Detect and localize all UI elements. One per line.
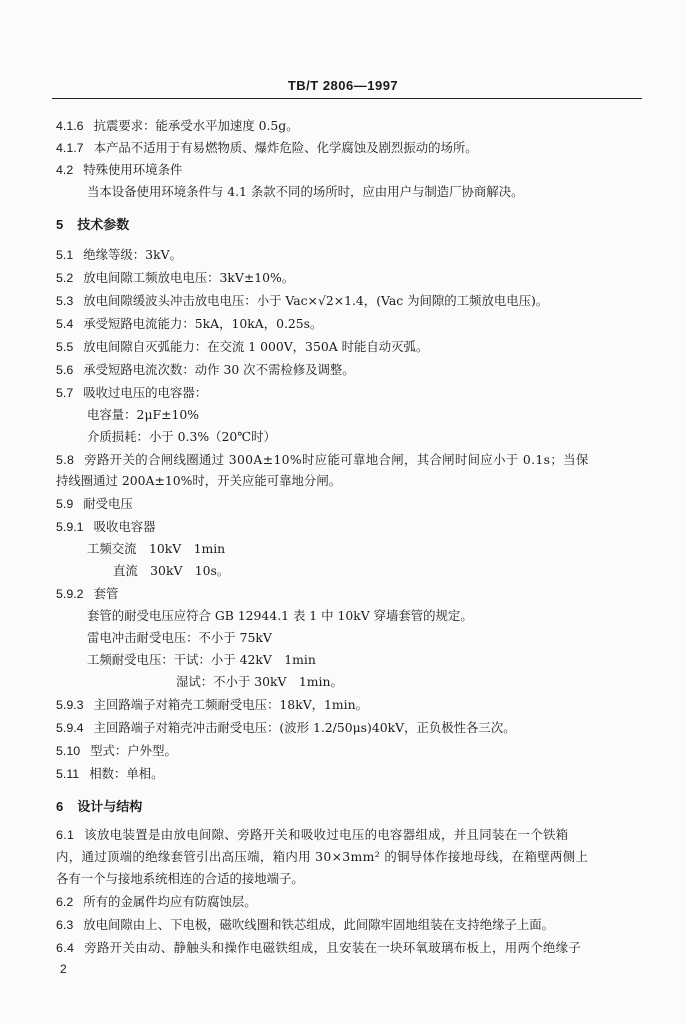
clause-number: 4.2	[56, 163, 74, 177]
clause-number: 6.2	[56, 895, 74, 909]
clause-text: 电容量：2μF±10%	[87, 407, 200, 422]
clause-text: 放电间隙缓波头冲击放电电压：小于 Vac×√2×1.4，(Vac 为间隙的工频放电电压)。	[83, 293, 549, 308]
clause-text: 工频交流 10kV 1min	[87, 541, 226, 556]
clause-number: 5.11	[56, 767, 80, 781]
clause-text: 放电间隙自灭弧能力：在交流 1 000V，350A 时能自动灭弧。	[83, 339, 429, 354]
clause-text: 当本设备使用环境条件与 4.1 条款不同的场所时，应由用户与制造厂协商解决。	[87, 184, 524, 199]
clause-5-1	[56, 246, 650, 264]
clause-number: 5.9.3	[56, 698, 84, 712]
clause-text: 雷电冲击耐受电压：不小于 75kV	[87, 630, 272, 645]
clause-text: 本产品不适用于有易燃物质、爆炸危险、化学腐蚀及剧烈振动的场所。	[93, 140, 478, 155]
clause-text: 各有一个与接地系统相连的合适的接地端子。	[56, 871, 304, 886]
clause-text: 主回路端子对箱壳冲击耐受电压：(波形 1.2/50μs)40kV，正负极性各三次。	[93, 720, 516, 735]
clause-4-2-body	[87, 183, 650, 201]
clause-text: 放电间隙工频放电电压：3kV±10%。	[83, 270, 295, 285]
clause-text: 吸收电容器	[93, 519, 156, 534]
clause-6-4	[56, 939, 650, 957]
clause-text: 旁路开关的合闸线圈通过 300A±10%时应能可靠地合闸，其合闸时间应小于 0.1s；当保	[84, 452, 589, 467]
clause-number: 5.4	[56, 317, 74, 331]
clause-number: 5.5	[56, 340, 74, 354]
clause-text: 套管的耐受电压应符合 GB 12944.1 表 1 中 10kV 穿墙套管的规定。	[87, 608, 473, 623]
clause-text: 介质损耗：小于 0.3%（20℃时）	[87, 429, 276, 444]
clause-text: 套管	[93, 586, 119, 601]
clause-text: 绝缘等级：3kV。	[83, 247, 182, 262]
clause-5-10	[56, 742, 650, 760]
clause-number: 5.7	[56, 386, 74, 400]
section-title: 技术参数	[77, 218, 130, 233]
dc-value	[113, 562, 650, 580]
clause-4-2	[56, 161, 650, 179]
clause-number: 5.3	[56, 294, 74, 308]
power-frequency-dry-value	[87, 651, 650, 669]
clause-number: 6.3	[56, 918, 74, 932]
clause-5-5	[56, 338, 650, 356]
clause-6-1	[56, 826, 650, 844]
clause-number: 5.6	[56, 363, 74, 377]
clause-text: 相数：单相。	[89, 766, 164, 781]
clause-5-7	[56, 384, 650, 402]
clause-6-3	[56, 916, 650, 934]
dielectric-loss-value	[87, 428, 650, 446]
section-number: 5	[56, 217, 64, 232]
standard-code-header: TB/T 2806—1997	[287, 78, 399, 93]
power-frequency-wet-value	[176, 673, 650, 691]
clause-6-1-cont2	[56, 870, 650, 888]
clause-number: 4.1.6	[56, 119, 84, 133]
clause-5-9-1	[56, 518, 650, 536]
clause-text: 耐受电压	[83, 496, 133, 511]
section-title: 设计与结构	[77, 800, 143, 815]
clause-number: 5.10	[56, 744, 81, 758]
clause-text: 内，通过顶端的绝缘套管引出高压端，箱内用 30×3mm² 的铜导体作接地母线，在箱壁两侧上	[56, 849, 589, 864]
clause-text: 特殊使用环境条件	[83, 162, 183, 177]
clause-5-8	[56, 451, 650, 469]
clause-text: 承受短路电流次数：动作 30 次不需检修及调整。	[83, 362, 355, 377]
clause-text: 持线圈通过 200A±10%时，开关应能可靠地分闸。	[56, 473, 342, 488]
clause-5-11	[56, 765, 650, 783]
lightning-impulse-value	[87, 629, 650, 647]
clause-5-8-cont	[56, 472, 650, 490]
clause-number: 5.2	[56, 271, 74, 285]
clause-number: 6.1	[56, 828, 75, 842]
clause-text: 该放电装置是由放电间隙、旁路开关和吸收过电压的电容器组成，并且同装在一个铁箱	[84, 827, 569, 842]
clause-number: 4.1.7	[56, 141, 84, 155]
clause-text: 湿试：不小于 30kV 1min。	[176, 674, 343, 689]
clause-5-6	[56, 361, 650, 379]
page-number: 2	[60, 962, 67, 976]
clause-5-4	[56, 315, 650, 333]
clause-text: 直流 30kV 10s。	[113, 563, 230, 578]
clause-number: 5.9.1	[56, 520, 84, 534]
clause-number: 5.8	[56, 453, 75, 467]
clause-number: 6.4	[56, 941, 75, 955]
clause-number: 5.9.2	[56, 587, 84, 601]
clause-text: 主回路端子对箱壳工频耐受电压：18kV，1min。	[93, 697, 369, 712]
section-6-heading	[56, 796, 142, 815]
clause-4-1-7	[56, 139, 650, 157]
clause-text: 型式：户外型。	[90, 743, 177, 758]
clause-5-9-3	[56, 696, 650, 714]
clause-text: 吸收过电压的电容器：	[83, 385, 208, 400]
clause-text: 工频耐受电压：干试：小于 42kV 1min	[87, 652, 316, 667]
clause-5-9-4	[56, 719, 650, 737]
clause-text: 承受短路电流能力：5kA，10kA，0.25s。	[83, 316, 323, 331]
clause-5-9	[56, 495, 650, 513]
bushing-spec	[87, 607, 650, 625]
section-5-heading	[56, 214, 129, 233]
clause-number: 5.9.4	[56, 721, 84, 735]
clause-number: 5.9	[56, 497, 74, 511]
clause-text: 旁路开关由动、静触头和操作电磁铁组成，且安装在一块环氧玻璃布板上，用两个绝缘子	[84, 940, 582, 955]
clause-6-1-cont1	[56, 848, 650, 866]
clause-text: 抗震要求：能承受水平加速度 0.5g。	[93, 118, 299, 133]
clause-6-2	[56, 893, 650, 911]
clause-5-9-2	[56, 585, 650, 603]
clause-text: 放电间隙由上、下电极，磁吹线圈和铁芯组成，此间隙牢固地组装在支持绝缘子上面。	[83, 917, 555, 932]
clause-text: 所有的金属件均应有防腐蚀层。	[83, 894, 257, 909]
clause-4-1-6	[56, 117, 650, 135]
header-rule	[52, 98, 642, 99]
power-frequency-ac-value	[87, 540, 650, 558]
capacitance-value	[87, 406, 650, 424]
section-number: 6	[56, 799, 64, 814]
clause-5-2	[56, 269, 650, 287]
clause-number: 5.1	[56, 248, 74, 262]
clause-5-3	[56, 292, 650, 310]
